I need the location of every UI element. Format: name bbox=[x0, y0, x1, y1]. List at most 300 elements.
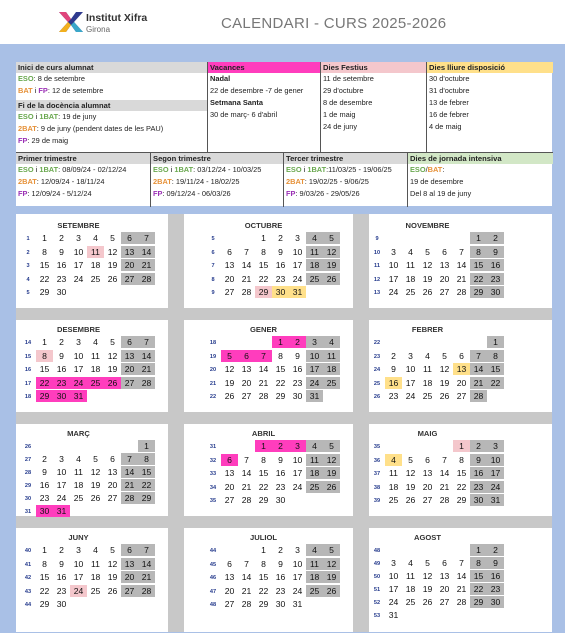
day-cell: 8 bbox=[278, 350, 283, 361]
day-cell bbox=[104, 598, 121, 610]
week-number: 53 bbox=[373, 613, 381, 619]
day-cell: 28 bbox=[241, 495, 252, 505]
day-cell bbox=[87, 598, 104, 610]
day-cell: 20 bbox=[439, 584, 450, 594]
day-cell: 4 bbox=[93, 337, 98, 347]
week-number: 3 bbox=[26, 263, 30, 269]
day-cell: 29 bbox=[258, 599, 269, 609]
week-number: 17 bbox=[24, 380, 32, 387]
day-cell: 6 bbox=[121, 232, 138, 244]
week-number: 45 bbox=[209, 561, 217, 568]
day-cell bbox=[87, 286, 104, 298]
day-cell: 1 bbox=[42, 337, 47, 347]
day-cell: 27 bbox=[241, 391, 252, 401]
day-cell: 31 bbox=[289, 286, 306, 298]
day-cell bbox=[104, 286, 121, 298]
day-cell bbox=[53, 440, 70, 452]
lliure-item: 4 de maig bbox=[429, 122, 462, 131]
day-cell: 18 bbox=[73, 480, 84, 490]
day-cell: 27 bbox=[439, 287, 450, 297]
day-cell: 20 bbox=[224, 585, 235, 596]
day-cell: 11 bbox=[406, 260, 415, 270]
day-cell: 19 bbox=[90, 480, 101, 490]
day-cell bbox=[487, 390, 504, 402]
day-cell: 3 bbox=[59, 454, 64, 464]
day-cell: 16 bbox=[385, 377, 402, 389]
segon-trimestre-box bbox=[150, 152, 284, 207]
day-cell: 26 bbox=[323, 273, 340, 285]
day-cell: 15 bbox=[39, 364, 50, 374]
day-cell: 4 bbox=[385, 454, 402, 466]
day-cell: 22 bbox=[39, 585, 50, 596]
week-number: 40 bbox=[24, 548, 32, 554]
day-cell bbox=[419, 440, 436, 452]
day-cell: 2 bbox=[59, 545, 64, 555]
day-cell: 27 bbox=[422, 495, 433, 505]
day-cell: 15 bbox=[258, 572, 269, 582]
week-number: 35 bbox=[373, 444, 381, 450]
day-cell: 17 bbox=[292, 468, 303, 478]
day-cell: 31 bbox=[70, 390, 87, 402]
festiu-item: 1 de maig bbox=[323, 110, 356, 119]
day-cell bbox=[436, 336, 453, 348]
day-cell: 28 bbox=[138, 273, 155, 285]
day-cell: 4 bbox=[408, 246, 413, 257]
day-cell: 1 bbox=[42, 233, 47, 243]
connector: : bbox=[442, 165, 445, 174]
day-cell: 19 bbox=[323, 259, 340, 271]
day-cell: 15 bbox=[487, 363, 504, 375]
day-cell: 13 bbox=[439, 571, 450, 581]
day-cell: 3 bbox=[487, 440, 504, 452]
day-cell: 13 bbox=[121, 558, 138, 570]
day-cell: 24 bbox=[405, 391, 416, 401]
lliure-item: 16 de febrer bbox=[429, 110, 469, 119]
day-cell: 5 bbox=[323, 232, 340, 244]
day-cell: 29 bbox=[470, 286, 487, 298]
day-cell: 22 bbox=[39, 273, 50, 284]
day-cell: 5 bbox=[442, 350, 447, 361]
day-cell: 10 bbox=[56, 467, 67, 477]
day-cell: 17 bbox=[388, 584, 399, 594]
day-cell: 18 bbox=[323, 363, 340, 375]
day-cell: 16 bbox=[56, 260, 67, 270]
festiu-item: 11 de setembre bbox=[323, 74, 374, 83]
day-cell: 28 bbox=[138, 585, 155, 597]
fi-eso-line bbox=[16, 111, 207, 123]
day-cell: 26 bbox=[90, 493, 101, 503]
weekend-header bbox=[470, 532, 487, 541]
primer-trimestre-title: Primer trimestre bbox=[16, 153, 150, 164]
month-name: NOVEMBRE bbox=[405, 221, 450, 230]
weekend-header bbox=[138, 220, 155, 229]
day-cell: 17 bbox=[405, 377, 416, 388]
day-cell: 16 bbox=[56, 364, 67, 374]
day-cell: 25 bbox=[90, 273, 101, 284]
day-cell: 6 bbox=[227, 246, 232, 257]
day-cell: 14 bbox=[241, 468, 252, 478]
day-cell: 28 bbox=[138, 377, 155, 389]
day-cell: 21 bbox=[241, 481, 252, 492]
festiu-item: 8 de desembre bbox=[323, 98, 373, 107]
day-cell bbox=[138, 390, 155, 402]
day-cell: 8 bbox=[261, 246, 266, 257]
day-cell: 5 bbox=[93, 454, 98, 464]
day-cell bbox=[138, 286, 155, 298]
week-number: 38 bbox=[373, 484, 381, 491]
day-cell: 20 bbox=[422, 481, 433, 492]
day-cell: 25 bbox=[405, 287, 416, 297]
day-cell bbox=[453, 336, 470, 348]
institut-logo-icon bbox=[57, 9, 85, 35]
day-cell: 21 bbox=[138, 571, 155, 583]
day-cell: 8 bbox=[138, 453, 155, 465]
tercer-trimestre-title: Tercer trimestre bbox=[284, 153, 408, 164]
connector: i bbox=[33, 165, 40, 174]
day-cell: 31 bbox=[292, 599, 303, 609]
day-cell: 19 bbox=[107, 364, 118, 374]
bat2-tag: 2BAT bbox=[153, 177, 172, 186]
day-cell bbox=[221, 336, 238, 348]
connector: i bbox=[33, 112, 40, 121]
day-cell: 9 bbox=[59, 350, 64, 361]
day-cell: 14 bbox=[241, 572, 252, 582]
day-cell: 11 bbox=[306, 558, 323, 570]
day-cell: 17 bbox=[73, 260, 84, 270]
day-cell: 7 bbox=[244, 454, 249, 465]
day-cell: 19 bbox=[323, 467, 340, 479]
day-cell: 13 bbox=[121, 246, 138, 258]
t2-fp-dates: : 09/12/24 - 06/03/26 bbox=[162, 189, 231, 198]
day-cell bbox=[238, 336, 255, 348]
day-cell: 22 bbox=[470, 583, 487, 595]
eso-tag: ESO bbox=[286, 165, 302, 174]
day-cell: 26 bbox=[422, 597, 433, 607]
fp-tag: FP bbox=[18, 136, 28, 145]
day-cell: 29 bbox=[39, 599, 50, 609]
bat1-tag: 1BAT bbox=[39, 112, 59, 121]
inici-bat-line bbox=[16, 85, 207, 97]
day-cell bbox=[138, 598, 155, 610]
festiu-item: 29 d'octubre bbox=[323, 86, 364, 95]
day-cell: 7 bbox=[244, 558, 249, 569]
week-number: 26 bbox=[24, 444, 32, 450]
day-cell: 14 bbox=[241, 260, 252, 270]
day-cell: 9 bbox=[42, 467, 47, 477]
week-number: 44 bbox=[24, 602, 32, 608]
day-cell: 23 bbox=[470, 481, 487, 493]
day-cell bbox=[104, 390, 121, 402]
week-number: 22 bbox=[373, 340, 381, 346]
day-cell: 1 bbox=[487, 336, 504, 348]
day-cell bbox=[138, 505, 155, 517]
day-cell bbox=[402, 544, 419, 556]
day-cell: 19 bbox=[405, 481, 416, 492]
day-cell: 4 bbox=[408, 558, 413, 568]
setmana-santa-dates: 30 de març- 6 d'abril bbox=[210, 110, 278, 119]
day-cell bbox=[221, 440, 238, 452]
month-novembre bbox=[361, 216, 537, 308]
day-cell bbox=[87, 390, 104, 402]
day-cell: 15 bbox=[470, 259, 487, 271]
week-number: 14 bbox=[24, 340, 32, 346]
day-cell: 24 bbox=[292, 481, 303, 492]
week-number: 4 bbox=[26, 276, 30, 283]
day-cell: 20 bbox=[439, 273, 450, 284]
lliure-item: 13 de febrer bbox=[429, 98, 469, 107]
weekend-header bbox=[487, 428, 504, 437]
day-cell: 16 bbox=[292, 364, 303, 374]
day-cell: 23 bbox=[53, 377, 70, 389]
week-number: 13 bbox=[373, 290, 381, 296]
day-cell: 9 bbox=[295, 350, 300, 361]
day-cell bbox=[221, 544, 238, 556]
week-number: 9 bbox=[375, 236, 379, 242]
day-cell: 25 bbox=[306, 585, 323, 597]
day-cell: 6 bbox=[238, 350, 255, 362]
day-cell: 12 bbox=[405, 468, 416, 478]
day-cell bbox=[221, 232, 238, 244]
day-cell bbox=[121, 505, 138, 517]
inici-curs-box bbox=[16, 62, 207, 100]
month-setembre bbox=[16, 216, 168, 308]
day-cell: 30 bbox=[275, 495, 286, 505]
day-cell: 24 bbox=[70, 585, 87, 597]
day-cell: 7 bbox=[121, 453, 138, 465]
day-cell bbox=[121, 440, 138, 452]
day-cell: 2 bbox=[470, 440, 487, 452]
intensiva-date-1: 19 de desembre bbox=[410, 177, 464, 186]
day-cell: 17 bbox=[73, 572, 84, 582]
day-cell bbox=[436, 609, 453, 621]
jornada-intensiva-box bbox=[407, 152, 553, 207]
inici-curs-title: Inici de curs alumnat bbox=[16, 62, 207, 73]
day-cell: 3 bbox=[306, 336, 323, 348]
week-number: 32 bbox=[209, 457, 217, 464]
day-cell: 27 bbox=[224, 287, 235, 297]
week-number: 51 bbox=[373, 587, 381, 593]
weekend-header bbox=[121, 532, 138, 541]
day-cell: 12 bbox=[323, 558, 340, 570]
day-cell: 10 bbox=[73, 350, 84, 361]
week-number: 18 bbox=[24, 394, 32, 400]
day-cell: 2 bbox=[278, 545, 283, 555]
day-cell: 21 bbox=[241, 585, 252, 596]
day-cell: 29 bbox=[470, 596, 487, 608]
day-cell: 28 bbox=[456, 597, 467, 607]
day-cell: 26 bbox=[107, 585, 118, 596]
day-cell bbox=[36, 440, 53, 452]
day-cell: 27 bbox=[456, 391, 467, 401]
day-cell: 6 bbox=[121, 544, 138, 556]
day-cell: 16 bbox=[275, 260, 286, 270]
day-cell: 11 bbox=[323, 350, 340, 362]
day-cell: 12 bbox=[439, 364, 450, 374]
calendar-grid bbox=[16, 214, 552, 632]
day-cell: 13 bbox=[439, 260, 450, 270]
day-cell: 3 bbox=[391, 246, 396, 257]
day-cell: 7 bbox=[459, 246, 464, 257]
day-cell: 12 bbox=[422, 571, 433, 581]
day-cell: 7 bbox=[459, 558, 464, 568]
week-number: 9 bbox=[211, 290, 215, 296]
day-cell: 21 bbox=[470, 377, 487, 389]
day-cell: 11 bbox=[74, 467, 83, 477]
week-number: 16 bbox=[24, 367, 32, 373]
day-cell: 11 bbox=[406, 571, 415, 581]
weekend-header bbox=[138, 324, 155, 333]
day-cell: 24 bbox=[292, 585, 303, 596]
day-cell: 10 bbox=[73, 558, 84, 569]
day-cell bbox=[87, 440, 104, 452]
t1-eso-dates: : 08/09/24 - 02/12/24 bbox=[58, 165, 127, 174]
week-number: 22 bbox=[209, 394, 217, 400]
week-number: 43 bbox=[24, 588, 32, 595]
day-cell: 3 bbox=[76, 545, 81, 555]
bat-tag: BAT bbox=[18, 86, 33, 95]
connector: i bbox=[32, 86, 39, 95]
day-cell: 30 bbox=[272, 286, 289, 298]
day-cell: 21 bbox=[258, 377, 269, 388]
weekend-header bbox=[470, 220, 487, 229]
day-cell: 11 bbox=[423, 364, 432, 374]
festius-box bbox=[320, 62, 427, 152]
day-cell bbox=[436, 440, 453, 452]
week-number: 52 bbox=[373, 600, 381, 606]
connector: / bbox=[425, 165, 428, 174]
month-name: FEBRER bbox=[411, 325, 444, 334]
bat1-tag: 1BAT bbox=[39, 165, 59, 174]
day-cell: 30 bbox=[275, 599, 286, 609]
day-cell: 7 bbox=[138, 336, 155, 348]
weekend-header bbox=[487, 324, 504, 333]
day-cell: 4 bbox=[323, 336, 340, 348]
day-cell: 16 bbox=[487, 259, 504, 271]
day-cell: 26 bbox=[439, 391, 450, 401]
week-number: 7 bbox=[211, 263, 215, 269]
bat2-tag: 2BAT bbox=[18, 124, 37, 133]
day-cell: 24 bbox=[70, 377, 87, 389]
day-cell: 12 bbox=[107, 246, 118, 257]
week-number: 39 bbox=[373, 498, 381, 504]
day-cell: 20 bbox=[121, 259, 138, 271]
day-cell: 3 bbox=[76, 337, 81, 347]
day-cell bbox=[289, 494, 306, 506]
weekend-header bbox=[306, 324, 323, 333]
day-cell: 2 bbox=[289, 336, 306, 348]
day-cell: 12 bbox=[90, 467, 101, 477]
day-cell: 15 bbox=[258, 260, 269, 270]
day-cell: 28 bbox=[241, 287, 252, 297]
day-cell: 12 bbox=[107, 350, 118, 361]
day-cell: 19 bbox=[323, 571, 340, 583]
t3-2bat-line bbox=[284, 176, 408, 188]
month-agost bbox=[361, 528, 537, 620]
fp-tag: FP bbox=[286, 189, 296, 198]
day-cell bbox=[453, 232, 470, 244]
page-title: CALENDARI - CURS 2025-2026 bbox=[221, 15, 447, 32]
day-cell: 5 bbox=[425, 246, 430, 257]
day-cell: 23 bbox=[388, 391, 399, 401]
week-number: 26 bbox=[373, 394, 381, 400]
day-cell: 19 bbox=[107, 260, 118, 270]
day-cell: 20 bbox=[224, 481, 235, 492]
week-number: 18 bbox=[209, 340, 217, 346]
day-cell bbox=[385, 336, 402, 348]
day-cell: 3 bbox=[295, 233, 300, 243]
day-cell: 13 bbox=[224, 468, 235, 478]
eso-tag: ESO bbox=[153, 165, 169, 174]
weekend-header bbox=[138, 428, 155, 437]
day-cell bbox=[70, 286, 87, 298]
day-cell bbox=[402, 609, 419, 621]
day-cell bbox=[436, 232, 453, 244]
day-cell: 16 bbox=[487, 570, 504, 582]
weekend-header bbox=[487, 532, 504, 541]
day-cell: 21 bbox=[456, 273, 467, 284]
day-cell: 1 bbox=[261, 233, 266, 243]
week-number: 37 bbox=[373, 471, 381, 477]
day-cell bbox=[402, 232, 419, 244]
day-cell: 24 bbox=[292, 273, 303, 284]
day-cell: 30 bbox=[487, 596, 504, 608]
day-cell: 14 bbox=[121, 466, 138, 478]
day-cell: 4 bbox=[76, 454, 81, 464]
week-number: 20 bbox=[209, 367, 217, 373]
day-cell: 26 bbox=[323, 481, 340, 493]
day-cell: 23 bbox=[275, 481, 286, 492]
day-cell bbox=[419, 336, 436, 348]
intensiva-date-2: Del 8 al 19 de juny bbox=[410, 189, 472, 198]
t1-2bat-dates: : 12/09/24 - 18/11/24 bbox=[36, 177, 105, 186]
day-cell: 12 bbox=[224, 364, 235, 374]
day-cell: 21 bbox=[121, 479, 138, 491]
day-cell: 23 bbox=[487, 273, 504, 285]
day-cell: 25 bbox=[73, 493, 84, 503]
day-cell: 18 bbox=[306, 571, 323, 583]
festiu-item: 24 de juny bbox=[323, 122, 358, 131]
day-cell: 17 bbox=[56, 480, 67, 490]
day-cell bbox=[323, 494, 340, 506]
lliure-title: Dies lliure disposició bbox=[427, 62, 553, 73]
day-cell: 25 bbox=[306, 481, 323, 493]
week-number: 1 bbox=[26, 236, 30, 242]
t3-fp-line bbox=[284, 188, 408, 200]
day-cell: 20 bbox=[241, 377, 252, 388]
day-cell: 11 bbox=[306, 246, 323, 258]
day-cell: 23 bbox=[487, 583, 504, 595]
fp-tag: FP bbox=[153, 189, 163, 198]
week-number: 23 bbox=[373, 353, 381, 360]
day-cell bbox=[70, 598, 87, 610]
day-cell: 1 bbox=[255, 440, 272, 452]
month-juny bbox=[16, 528, 168, 620]
day-cell: 8 bbox=[470, 557, 487, 569]
day-cell: 30 bbox=[36, 505, 53, 517]
day-cell bbox=[104, 505, 121, 517]
day-cell: 21 bbox=[138, 259, 155, 271]
day-cell: 1 bbox=[138, 440, 155, 452]
week-number: 35 bbox=[209, 498, 217, 504]
day-cell bbox=[385, 232, 402, 244]
day-cell: 24 bbox=[487, 481, 504, 493]
day-cell bbox=[470, 336, 487, 348]
week-number: 36 bbox=[373, 457, 381, 464]
day-cell: 25 bbox=[405, 597, 416, 607]
week-number: 10 bbox=[373, 249, 381, 256]
day-cell: 26 bbox=[224, 391, 235, 401]
t3-eso-line bbox=[284, 164, 408, 176]
